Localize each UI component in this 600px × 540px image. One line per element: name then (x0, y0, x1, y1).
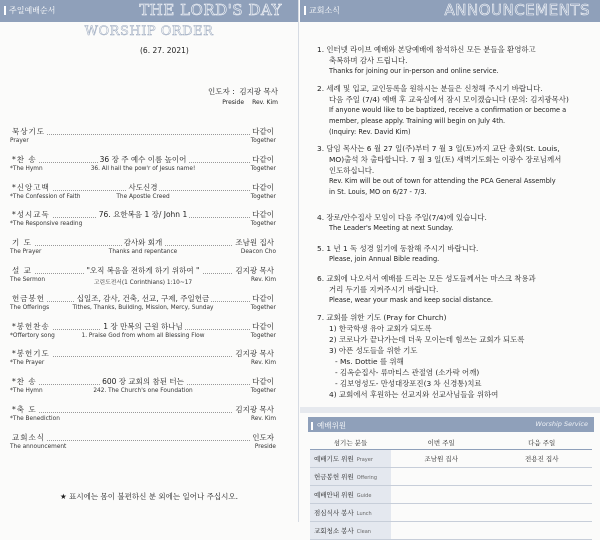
announcement-line: 3) 아픈 성도들을 위한 기도 (329, 346, 418, 355)
item-leader-kr: 다같이 (252, 377, 274, 387)
item-content-kr: "오직 복음을 전하게 하기 위하여 " (86, 266, 200, 275)
this-week-cell (391, 486, 492, 504)
workers-tag: 예배위원 (311, 420, 346, 431)
item-title-kr: *봉헌찬송 (12, 321, 50, 331)
item-title-kr: 교회소식 (12, 432, 45, 442)
item-content-en: 242. The Church's one Foundation (93, 388, 193, 395)
item-title-kr: 설 교 (12, 266, 32, 275)
item-title-kr: 기 도 (12, 238, 32, 248)
announcement-item (317, 44, 587, 77)
item-title-en: *The Prayer (10, 360, 45, 367)
item-content-kr: 1 장 만복의 근원 하나님 (103, 321, 183, 331)
announcement-line: 4) 교회에서 후원하는 선교지와 선교사님들을 위하여 (329, 390, 499, 399)
table-row (310, 450, 592, 468)
announcement-line: 5. 1 년 1 독 성경 읽기에 동참해 주시기 바랍니다. (317, 244, 479, 253)
item-title-en: *The Hymn (10, 388, 43, 395)
item-leader-en: Rev. Kim (250, 277, 276, 283)
worship-workers-header (308, 417, 594, 432)
item-leader-en: Deacon Cho (240, 249, 276, 256)
announcement-line: member, please apply. Training will begin on July 4th. (329, 117, 506, 125)
role-cell: 예배기도 위원 Prayer (310, 450, 391, 468)
item-leader-kr: 인도자 (252, 432, 274, 442)
announcement-line: Rev. Kim will be out of town for attending the PCA General Assembly (329, 177, 556, 185)
item-content-en: 1. Praise God from whom all Blessing Flow (81, 332, 205, 339)
announcement-item (317, 273, 587, 306)
announcement-line: 다음 주일 (7/4) 예배 후 교육실에서 잠시 모이겠습니다 (문의: 김지광목사) (329, 95, 569, 104)
order-item (10, 209, 276, 237)
item-content-kr: 600 장 교회의 참된 터는 (102, 377, 184, 387)
item-title-en: *Offertory song (10, 332, 55, 339)
next-week-cell: 전용진 집사 (492, 450, 593, 468)
announcement-line: Thanks for joining our in-person and online service. (329, 67, 499, 75)
officiant-kr: 인도자 : 김지광 목사 (207, 87, 278, 96)
item-leader-kr: 다같이 (252, 154, 274, 164)
item-leader-kr: 다같이 (252, 321, 274, 331)
next-week-cell (492, 522, 593, 540)
item-leader-en: Together (250, 138, 276, 144)
item-leader-en: Preside (254, 443, 276, 450)
announcement-line: 1. 인터넷 라이브 예배와 본당예배에 참석하신 모든 분들을 환영하고 (317, 45, 536, 54)
announcement-item (317, 83, 587, 138)
service-date: (6. 27. 2021) (140, 46, 189, 55)
item-title-en: *The Responsive reading (10, 221, 83, 228)
item-title-en: Prayer (10, 138, 29, 144)
item-title-en: The Prayer (10, 249, 42, 256)
announcement-line: - 김보영성도- 만성대장포진(3 차 신경통)치료 (335, 379, 482, 388)
item-title-kr: 묵상기도 (12, 127, 45, 136)
table-row (310, 486, 592, 504)
item-leader-en: Together (250, 332, 276, 339)
dotted-leader (10, 440, 276, 441)
lords-day-banner: THE LORD'S DAY (139, 1, 282, 19)
item-leader-en: Together (250, 221, 276, 228)
announcement-line: 4. 장로/안수집사 모임이 다음 주일(7/4)에 있습니다. (317, 213, 487, 222)
item-title-kr: *찬 송 (12, 377, 37, 387)
item-leader-en: Together (250, 388, 276, 395)
announcements-banner: ANNOUNCEMENTS (444, 1, 590, 19)
item-leader-kr: 다같이 (252, 127, 274, 136)
announcement-line: Please, join Annual Bible reading. (329, 255, 440, 263)
item-title-en: *The Confession of Faith (10, 193, 81, 200)
item-leader-en: Together (250, 165, 276, 172)
announcement-line: - Ms. Dottie 를 위해 (335, 357, 404, 366)
item-content-kr: 76. 요한복음 1 장/ John 1 (98, 210, 188, 220)
item-title-en: The Offerings (10, 304, 50, 311)
announcements-page (300, 0, 600, 535)
item-content-kr: 사도신경 (128, 182, 158, 192)
item-leader-kr: 다같이 (252, 293, 274, 303)
order-item (10, 348, 276, 376)
order-item (10, 293, 276, 321)
announcement-line: in St. Louis, MO on 6/27 - 7/3. (329, 188, 427, 196)
item-leader-en: Together (250, 193, 276, 200)
next-week-cell (492, 504, 593, 522)
announcement-line: 3. 담임 목사는 6 월 27 일(주)부터 7 월 3 일(토)까지 교단 총회(St. Louis, (317, 144, 560, 153)
announcement-line: Please, wear your mask and keep social distance. (329, 296, 494, 304)
item-leader-kr: 김지광 목사 (235, 266, 274, 275)
role-cell: 점심식사 봉사 Lunch (310, 504, 391, 522)
table-header-row (310, 435, 592, 450)
column-header: 이번 주일 (391, 435, 492, 450)
workers-banner: Worship Service (535, 420, 588, 428)
worship-order-header-band (0, 0, 298, 22)
role-cell: 예배안내 위원 Guide (310, 486, 391, 504)
section-tag: 교회소식 (304, 5, 340, 16)
order-item (10, 154, 276, 182)
announcement-item (317, 312, 587, 400)
announcements-header-band (300, 0, 600, 22)
announcement-line: 7. 교회를 위한 기도 (Pray for Church) (317, 313, 447, 322)
item-title-kr: *봉헌기도 (12, 349, 50, 359)
item-title-en: *The Hymn (10, 165, 43, 172)
section-tag: 주일예배순서 (4, 5, 55, 16)
this-week-cell (391, 468, 492, 486)
next-week-cell (492, 468, 593, 486)
worship-order-page (0, 0, 299, 522)
item-leader-en: Rev. Kim (250, 416, 276, 422)
section-divider (300, 407, 600, 413)
item-title-kr: 헌금봉헌 (12, 293, 45, 303)
item-title-kr: *신앙고백 (12, 182, 50, 192)
item-content-en: 고린도전서(1 Corinthians) 1:10~17 (93, 280, 193, 286)
item-leader-kr: 조남원 집사 (235, 238, 274, 248)
item-leader-kr: 김지광 목사 (235, 349, 274, 359)
item-title-en: *The Benediction (10, 416, 60, 422)
item-content-kr: 36 장 주 예수 이름 높이어 (99, 154, 187, 164)
item-content-kr: 십일조, 감사, 건축, 선교, 구제, 주일헌금 (76, 293, 210, 303)
announcement-line: 거리 두기를 지켜주시기 바랍니다. (329, 285, 439, 294)
item-content-kr: 감사와 회개 (123, 238, 163, 248)
item-content-en: Tithes, Thanks, Building, Mission, Mercy, Sunday (72, 304, 214, 311)
item-leader-en: Rev. Kim (250, 360, 276, 367)
table-row (310, 468, 592, 486)
next-week-cell (492, 486, 593, 504)
order-item (10, 321, 276, 349)
worship-workers-table (310, 435, 592, 540)
announcement-line: If anyone would like to be baptized, receive a confirmation or become a (329, 106, 567, 114)
dotted-leader (10, 134, 276, 135)
order-item (10, 376, 276, 404)
announcement-item (317, 143, 587, 198)
announcement-line: - 김옥순집사- 류마티스 관절염 (소가락 어깨) (335, 368, 480, 377)
order-item (10, 404, 276, 432)
this-week-cell (391, 522, 492, 540)
table-row (310, 504, 592, 522)
order-item (10, 432, 276, 460)
item-content-en: The Apostle Creed (116, 193, 170, 200)
column-header: 섬기는 분들 (310, 435, 391, 450)
item-leader-kr: 다같이 (252, 182, 274, 192)
worship-order-title: WORSHIP ORDER (84, 24, 214, 39)
announcement-item (317, 243, 587, 265)
announcement-line: 2) 코로나가 끝나가는데 더욱 모이는데 힘쓰는 교회가 되도록 (329, 335, 525, 344)
this-week-cell: 조남원 집사 (391, 450, 492, 468)
announcement-line: 인도하십니다. (329, 166, 375, 175)
item-content-en: 36. All hail the pow'r of Jesus name! (90, 165, 196, 172)
order-item (10, 237, 276, 265)
announcement-line: 6. 교회에 나오셔서 예배를 드리는 모든 성도들께서는 마스크 착용과 (317, 274, 536, 283)
column-header: 다음 주일 (492, 435, 593, 450)
officiant-en: Preside Rev. Kim (222, 99, 278, 106)
role-cell: 헌금봉헌 위원 Offering (310, 468, 391, 486)
item-title-kr: *축 도 (12, 405, 37, 414)
announcement-line: 2. 세례 및 입교, 교인등록을 원하시는 분들은 신청해 주시기 바랍니다. (317, 84, 543, 93)
role-cell: 교회청소 봉사 Clean (310, 522, 391, 540)
item-title-en: The Sermon (10, 277, 46, 283)
announcement-line: 축복하며 감사 드립니다. (329, 56, 408, 65)
this-week-cell (391, 504, 492, 522)
item-title-kr: *성시교독 (12, 210, 50, 220)
item-leader-kr: 김지광 목사 (235, 405, 274, 414)
announcement-line: 1) 한국학생 유아 교회가 되도록 (329, 324, 432, 333)
announcement-line: (Inquiry: Rev. David Kim) (329, 128, 411, 136)
announcement-line: The Leader's Meeting at next Sunday. (329, 224, 454, 232)
announcement-line: MO)출석 차 출타합니다. 7 월 3 일(토) 새벽기도회는 이광수 장로님께서 (329, 155, 562, 164)
announcement-item (317, 212, 587, 234)
order-item (10, 265, 276, 293)
item-content-en: Thanks and repentance (108, 249, 178, 256)
table-row (310, 522, 592, 540)
item-leader-kr: 다같이 (252, 210, 274, 220)
order-item (10, 182, 276, 210)
order-item (10, 126, 276, 154)
item-title-en: The announcement (10, 443, 67, 450)
standing-note: ★ 표시에는 몸이 불편하신 분 외에는 일어나 주십시오. (60, 492, 238, 501)
item-title-kr: *찬 송 (12, 154, 37, 164)
item-leader-en: Together (250, 304, 276, 311)
